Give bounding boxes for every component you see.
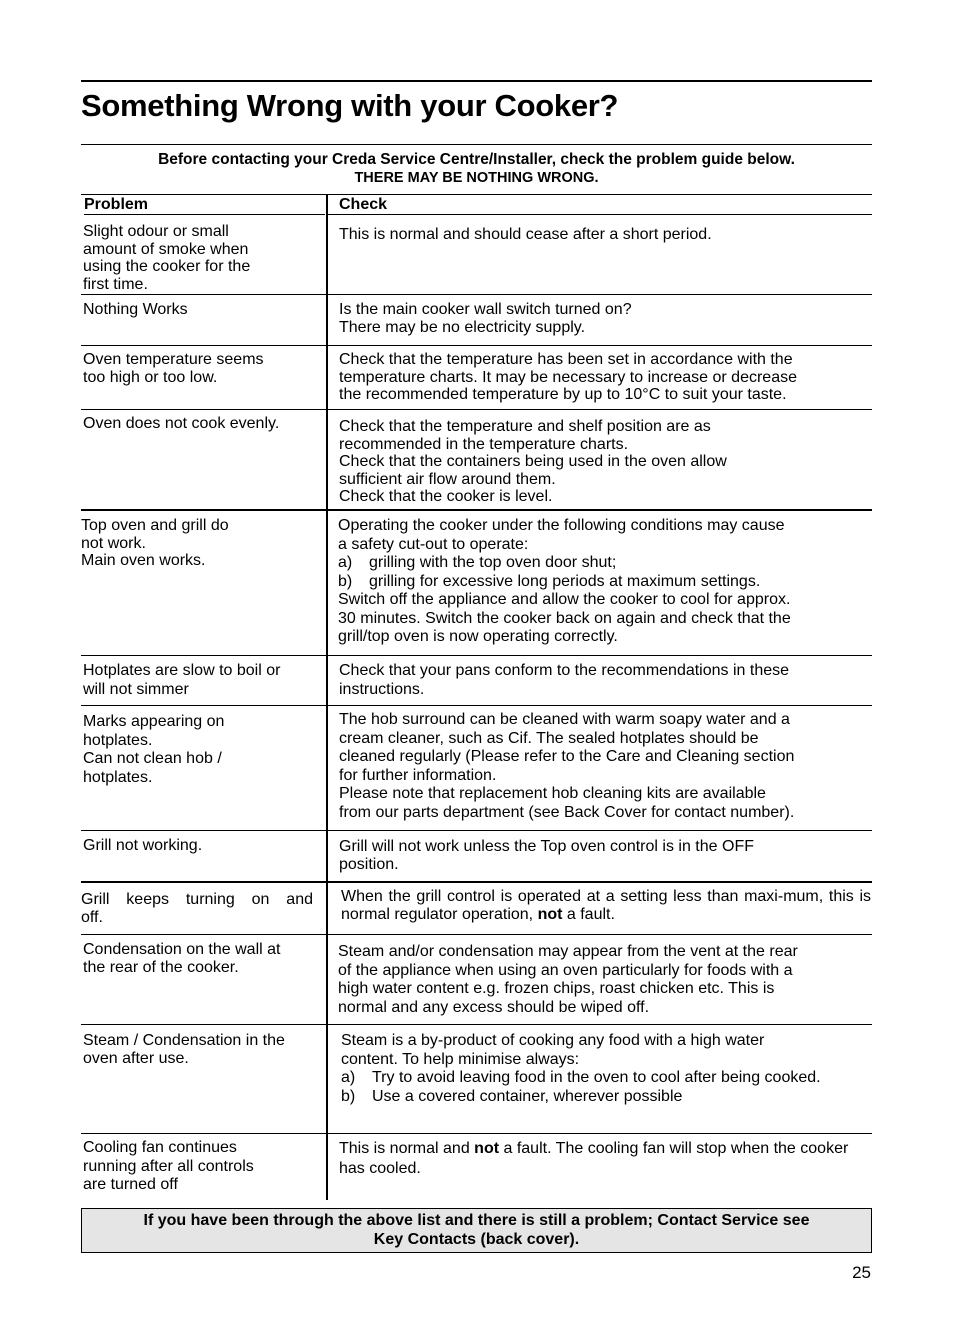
problem-cell: Oven does not cook evenly. (83, 415, 280, 432)
row-separator (81, 409, 326, 410)
row-separator (81, 1024, 326, 1025)
row-separator (81, 1133, 326, 1134)
row-separator (327, 509, 872, 511)
problem-cell: Condensation on the wall at the rear of the cooker. (83, 941, 281, 976)
row-separator (327, 294, 872, 295)
check-cell: Steam is a by-product of cooking any food with a high water content. To help minimise always: a) Try to avoid leaving food in the oven to cool after being cooked. b) Use a covered container, wherever possible (341, 1032, 841, 1106)
check-cell: This is normal and should cease after a short period. (339, 226, 712, 243)
row-separator (327, 881, 872, 883)
problem-cell: Top oven and grill do not work. Main oven works. (81, 517, 229, 569)
problem-cell: Steam / Condensation in the oven after use. (83, 1032, 285, 1067)
list-item: b) Use a covered container, wherever possible (341, 1087, 683, 1105)
row-separator (81, 705, 326, 706)
problem-cell: Slight odour or small amount of smoke when using the cooker for the first time. (83, 223, 251, 293)
contact-service-banner: If you have been through the above list and there is still a problem; Contact Service see Key Contacts (back cover). (81, 1208, 872, 1253)
problem-cell: Hotplates are slow to boil or will not simmer (83, 662, 281, 698)
check-cell: Is the main cooker wall switch turned on? There may be no electricity supply. (339, 301, 632, 336)
problem-cell: Grill not working. (83, 837, 203, 854)
check-cell: Check that the temperature has been set in accordance with the temperature charts. It may be necessary to increase or decrease the recommended temperature by up to 10°C to suit your taste. (339, 351, 797, 403)
check-cell: Operating the cooker under the following conditions may cause a safety cut-out to operate: a) grilling with the top oven door shut; b) grilling for excessive long periods at maximum settings. Switch off the appliance and allow the cooker to cool for approx. 30 minutes. Switch the cooker back on again and check that the grill/top oven is now operating correctly. (338, 517, 870, 647)
check-cell: Check that your pans conform to the recommendations in these instructions. (339, 662, 790, 698)
row-separator (81, 655, 326, 656)
problem-cell: Marks appearing on hotplates. Can not clean hob / hotplates. (83, 713, 225, 786)
problem-header: Problem (84, 196, 325, 215)
row-separator (327, 655, 872, 656)
problem-cell: Oven temperature seems too high or too low. (83, 351, 264, 386)
check-cell: The hob surround can be cleaned with warm soapy water and a cream cleaner, such as Cif. The sealed hotplates should be cleaned regularly (Please refer to the Care and Cleaning section for further information. Please note that replacement hob cleaning kits are available from our parts department (see Back Cover for contact number). (339, 711, 795, 821)
row-separator (81, 934, 326, 935)
check-cell: Check that the temperature and shelf position are as recommended in the temperature charts. Check that the containers being used in the oven allow sufficient air flow around them. Check that the cooker is level. (339, 418, 727, 505)
page-title: Something Wrong with your Cooker? (81, 88, 619, 123)
check-cell: Steam and/or condensation may appear from the vent at the rear of the appliance when using an oven particularly for foods with a high water content e.g. frozen chips, roast chicken etc. This is normal and any excess should be wiped off. (338, 943, 798, 1016)
page-number: 25 (852, 1263, 871, 1282)
intro-line-2: THERE MAY BE NOTHING WRONG. (354, 170, 599, 186)
check-header: Check (327, 196, 872, 215)
top-rule (81, 80, 872, 82)
list-item: b) grilling for excessive long periods at maximum settings. (338, 572, 761, 590)
row-separator (327, 830, 872, 831)
problem-cell: Cooling fan continues running after all controls are turned off (83, 1139, 254, 1193)
row-separator (81, 881, 326, 883)
row-separator (81, 345, 326, 346)
row-separator (81, 509, 326, 511)
intro-line-1: Before contacting your Creda Service Centre/Installer, check the problem guide below. (158, 151, 795, 168)
list-item: a) Try to avoid leaving food in the oven to cool after being cooked. (341, 1069, 821, 1086)
row-separator (327, 705, 872, 706)
check-cell: When the grill control is operated at a setting less than maxi-mum, this is normal regulator operation, not a fault. (341, 888, 871, 923)
check-cell: This is normal and not a fault. The cooling fan will stop when the cooker has cooled. (339, 1140, 849, 1177)
intro-banner (81, 144, 872, 195)
row-separator (327, 934, 872, 935)
problem-cell: Grill keeps turning on and off. (81, 891, 313, 926)
row-separator (327, 345, 872, 346)
problem-cell: Nothing Works (83, 301, 188, 318)
list-item: a) grilling with the top oven door shut; (338, 554, 617, 571)
row-separator (327, 1133, 872, 1134)
row-separator (327, 409, 872, 410)
row-separator (327, 1024, 872, 1025)
check-cell: Grill will not work unless the Top oven control is in the OFF position. (339, 838, 754, 873)
row-separator (81, 830, 326, 831)
row-separator (81, 294, 326, 295)
